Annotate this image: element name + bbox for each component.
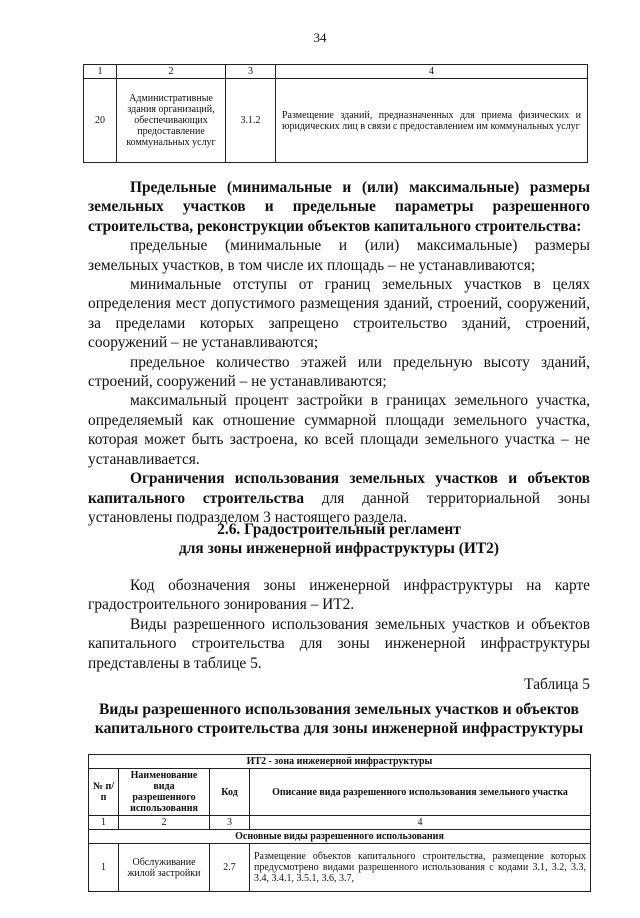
column-number: 1 bbox=[89, 816, 119, 830]
row-number: 20 bbox=[84, 79, 117, 163]
table-title: Виды разрешенного использования земельных участков и объектов капитального строительства для зоны инженерной инфраструктуры bbox=[94, 701, 584, 738]
regulation-title-line2: для зоны инженерной инфраструктуры (ИТ2) bbox=[179, 540, 499, 558]
use-name: Административные здания организаций, обеспечивающих предоставление коммунальных услуг bbox=[117, 79, 226, 163]
column-number: 2 bbox=[117, 65, 226, 79]
header-description: Описание вида разрешенного использования земельного участка bbox=[250, 769, 591, 816]
limits-section bbox=[88, 178, 590, 527]
table-column-numbers bbox=[84, 65, 588, 79]
page-bottom-cutoff bbox=[0, 892, 640, 918]
list-item: максимальный процент застройки в границах земельного участка, определяемый как отношение суммарной площади земельного участка, которая может быть застроена, ко всей площади земельного участка – не устанавливается. bbox=[88, 392, 590, 468]
table-header-row bbox=[89, 769, 591, 816]
header-num: № п/п bbox=[89, 769, 119, 816]
section-heading: Предельные (минимальные и (или) максимальные) размеры земельных участков и предельные параметры разрешенного строительства, реконструкции объектов капитального строительства: bbox=[88, 179, 590, 235]
list-item: предельные (минимальные и (или) максимальные) размеры земельных участков, в том числе их площадь – не устанавливаются; bbox=[88, 237, 590, 274]
table-label: Таблица 5 bbox=[524, 676, 590, 694]
uses-paragraph: Виды разрешенного использования земельных участков и объектов капитального строительства для зоны инженерной инфраструктуры представлены в таблице 5. bbox=[88, 615, 590, 672]
use-code: 3.1.2 bbox=[226, 79, 276, 163]
list-item: минимальные отступы от границ земельных участков в целях определения мест допустимого размещения зданий, строений, сооружений, за пределами которых запрещено строительство зданий, строений, сооружений – не устанавливаются; bbox=[88, 276, 590, 352]
table-row bbox=[89, 844, 591, 892]
table-row bbox=[84, 79, 588, 163]
column-number: 3 bbox=[210, 816, 250, 830]
use-code: 2.7 bbox=[210, 844, 250, 892]
use-name: Обслуживание жилой застройки bbox=[119, 844, 210, 892]
zone-code-paragraph: Код обозначения зоны инженерной инфраструктуры на карте градостроительного зонирования – ИТ2. bbox=[88, 577, 590, 614]
header-name: Наименование вида разрешенного использования bbox=[119, 769, 210, 816]
use-description: Размещение объектов капитального строительства, размещение которых предусмотрено видами разрешенного использования с кодами 3.1, 3.2, 3.3, 3.4, 3.4.1, 3.5.1, 3.6, 3.7, bbox=[250, 844, 591, 892]
table-column-numbers bbox=[89, 816, 591, 830]
regulation-title bbox=[88, 520, 590, 559]
group-row bbox=[89, 830, 591, 844]
page-number: 34 bbox=[313, 30, 327, 45]
column-number: 4 bbox=[276, 65, 588, 79]
zone-description bbox=[88, 576, 590, 694]
column-number: 4 bbox=[250, 816, 591, 830]
row-number: 1 bbox=[89, 844, 119, 892]
column-number: 1 bbox=[84, 65, 117, 79]
zone-header: ИТ2 - зона инженерной инфраструктуры bbox=[89, 755, 591, 769]
column-number: 3 bbox=[226, 65, 276, 79]
regulation-title-line1: 2.6. Градостроительный регламент bbox=[217, 521, 461, 538]
group-label: Основные виды разрешенного использования bbox=[89, 830, 591, 844]
restrictions-bold: Ограничения использования земельных участков и объектов капитального строительства bbox=[88, 470, 590, 507]
restrictions-rest: для данной территориальной зоны установлены подразделом 3 настоящего раздела. bbox=[88, 489, 590, 526]
permitted-use-table-continued bbox=[83, 64, 588, 163]
column-number: 2 bbox=[119, 816, 210, 830]
restrictions-paragraph bbox=[88, 469, 590, 527]
zone-header-row bbox=[89, 755, 591, 769]
use-description: Размещение зданий, предназначенных для приема физических и юридических лиц в связи с предоставлением им коммунальных услуг bbox=[276, 79, 588, 163]
permitted-use-table bbox=[88, 754, 591, 892]
list-item: предельное количество этажей или предельную высоту зданий, строений, сооружений – не устанавливаются; bbox=[88, 353, 590, 391]
header-code: Код bbox=[210, 769, 250, 816]
